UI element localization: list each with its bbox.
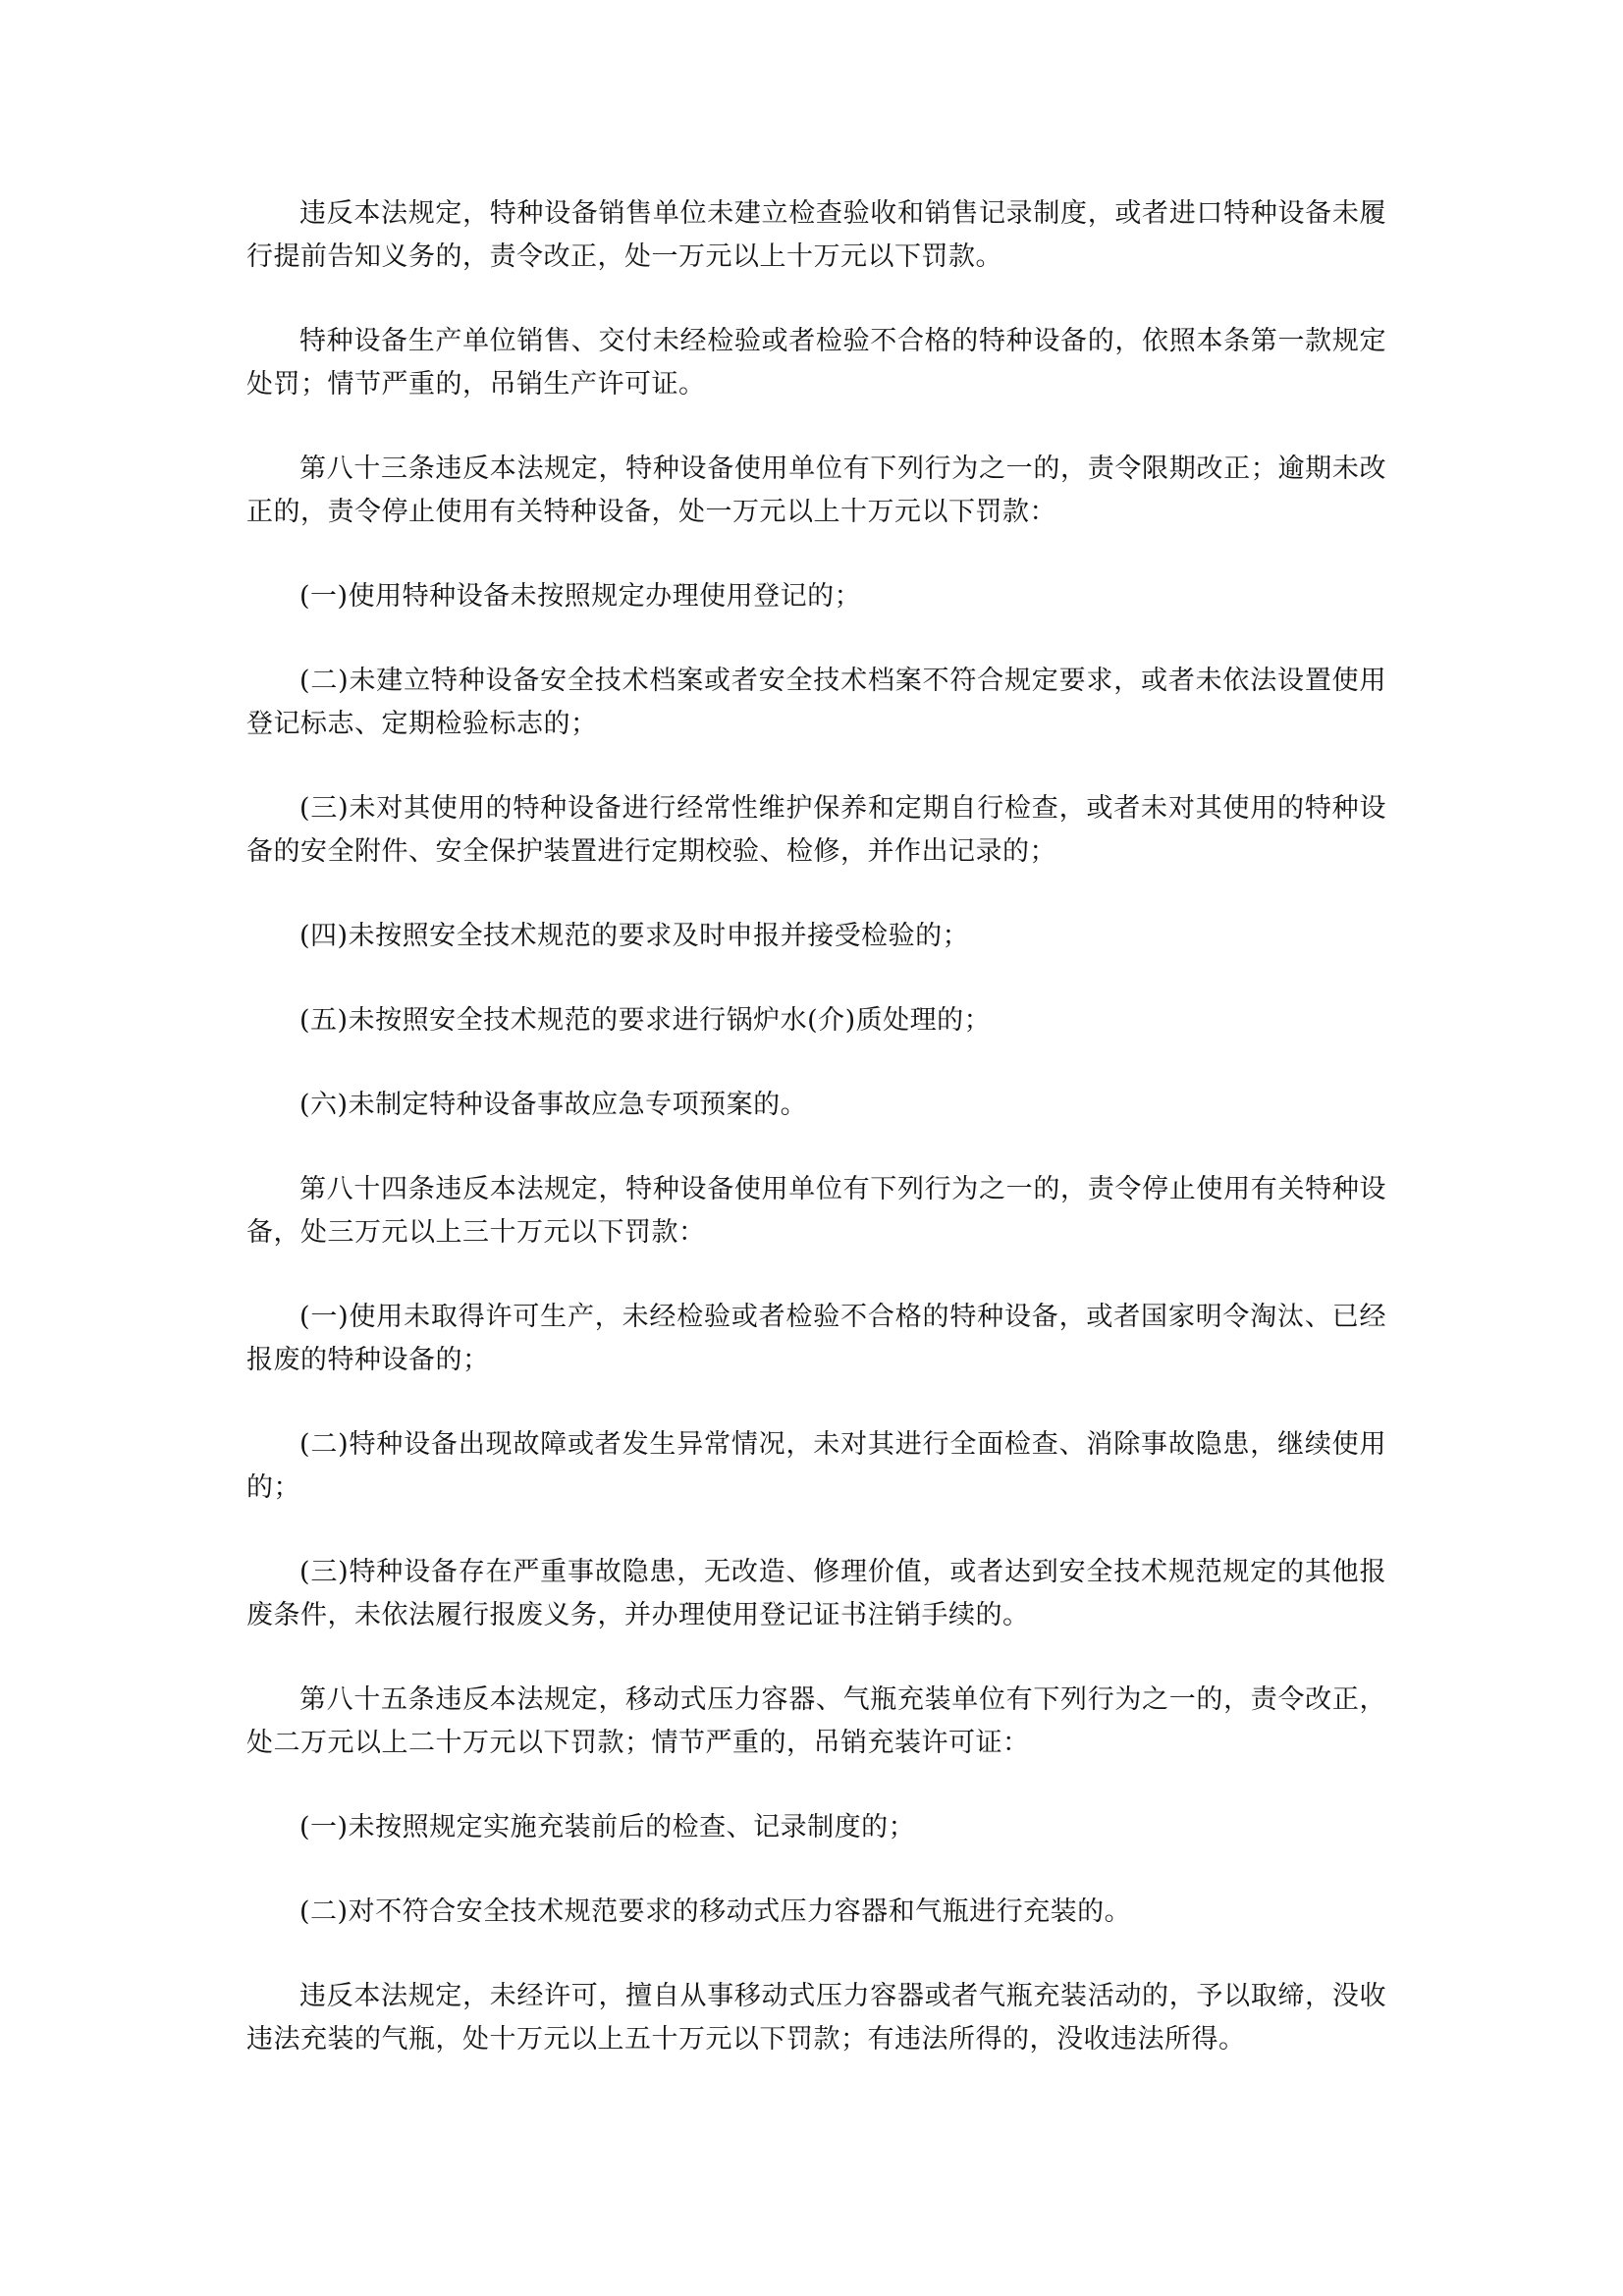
list-item: (二)未建立特种设备安全技术档案或者安全技术档案不符合规定要求，或者未依法设置使用登记标志、定期检验标志的； — [246, 666, 1386, 739]
list-item: (三)特种设备存在严重事故隐患，无改造、修理价值，或者达到安全技术规范规定的其他报废条件，未依法履行报废义务，并办理使用登记证书注销手续的。 — [246, 1557, 1386, 1630]
list-item: (二)特种设备出现故障或者发生异常情况，未对其进行全面检查、消除事故隐患，继续使用的； — [246, 1429, 1386, 1503]
paragraph: 特种设备生产单位销售、交付未经检验或者检验不合格的特种设备的，依照本条第一款规定处罚；情节严重的，吊销生产许可证。 — [246, 326, 1386, 400]
list-item: (一)使用特种设备未按照规定办理使用登记的； — [299, 581, 862, 612]
paragraph: 第八十四条违反本法规定，特种设备使用单位有下列行为之一的，责令停止使用有关特种设备，处三万元以上三十万元以下罚款： — [246, 1174, 1386, 1248]
list-item: (五)未按照安全技术规范的要求进行锅炉水(介)质处理的； — [299, 1005, 992, 1036]
list-item: (三)未对其使用的特种设备进行经常性维护保养和定期自行检查，或者未对其使用的特种设备的安全附件、安全保护装置进行定期校验、检修，并作出记录的； — [246, 793, 1386, 867]
paragraph: 违反本法规定，未经许可，擅自从事移动式压力容器或者气瓶充装活动的，予以取缔，没收违法充装的气瓶，处十万元以上五十万元以下罚款；有违法所得的，没收违法所得。 — [246, 1981, 1386, 2055]
list-item: (二)对不符合安全技术规范要求的移动式压力容器和气瓶进行充装的。 — [299, 1896, 1132, 1927]
list-item: (一)使用未取得许可生产，未经检验或者检验不合格的特种设备，或者国家明令淘汰、已经报废的特种设备的； — [246, 1302, 1386, 1375]
list-item: (六)未制定特种设备事故应急专项预案的。 — [299, 1090, 808, 1120]
list-item: (一)未按照规定实施充装前后的检查、记录制度的； — [299, 1812, 916, 1842]
paragraph: 第八十五条违反本法规定，移动式压力容器、气瓶充装单位有下列行为之一的，责令改正，处二万元以上二十万元以下罚款；情节严重的，吊销充装许可证： — [246, 1684, 1386, 1758]
document-body — [246, 192, 1386, 2103]
paragraph: 第八十三条违反本法规定，特种设备使用单位有下列行为之一的，责令限期改正；逾期未改正的，责令停止使用有关特种设备，处一万元以上十万元以下罚款： — [246, 454, 1386, 527]
list-item: (四)未按照安全技术规范的要求及时申报并接受检验的； — [299, 921, 970, 951]
paragraph: 违反本法规定，特种设备销售单位未建立检查验收和销售记录制度，或者进口特种设备未履行提前告知义务的，责令改正，处一万元以上十万元以下罚款。 — [246, 198, 1386, 272]
